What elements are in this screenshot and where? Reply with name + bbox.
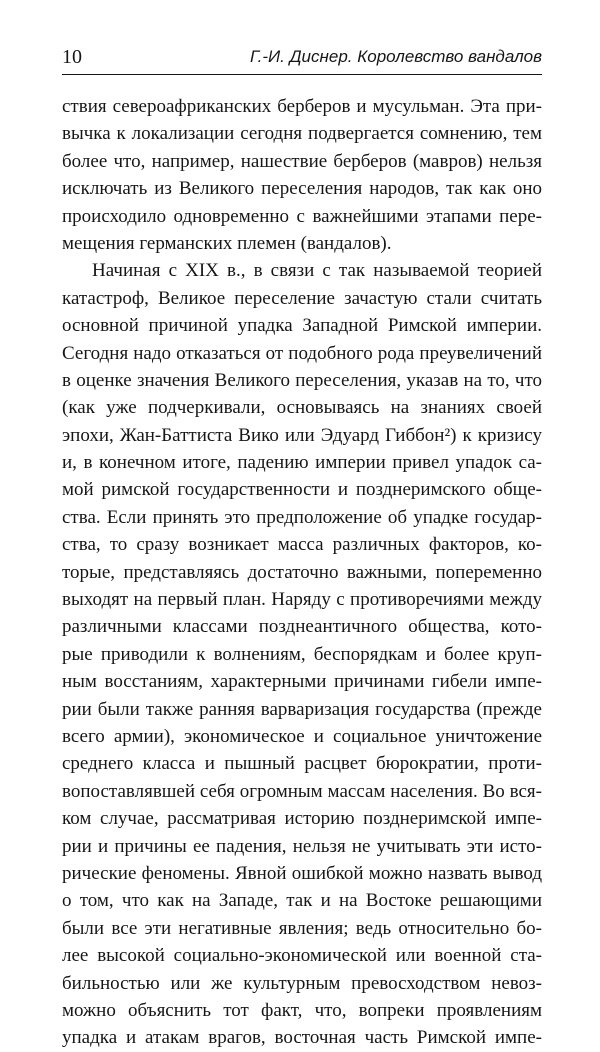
page-number: 10 — [62, 46, 82, 68]
text-line: эпохи, Жан-Баттиста Вико или Эдуард Гиббон²) к кризису — [62, 424, 542, 446]
text-line: рии были также ранняя варваризация государства (прежде — [62, 698, 542, 720]
text-line: ства, то сразу возникает масса различных факторов, ко- — [62, 534, 542, 556]
body-text — [62, 93, 542, 1052]
text-line: Начиная с XIX в., в связи с так называемой теорией — [92, 260, 542, 282]
text-line: в оценке значения Великого переселения, указав на то, что — [62, 369, 542, 391]
text-line: ства. Если принять это предположение об упадке государ- — [62, 506, 542, 528]
paragraph-1 — [62, 93, 542, 257]
running-head: Г.-И. Диснер. Королевство вандалов — [250, 47, 542, 66]
text-line: упадка и атакам врагов, восточная часть Римской импе- — [62, 1027, 542, 1049]
text-line: основной причиной упадка Западной Римской империи. — [62, 315, 542, 337]
text-line: ствия североафриканских берберов и мусульман. Эта при- — [62, 96, 542, 117]
text-line: и, в конечном итоге, падению империи привел упадок са- — [62, 452, 542, 474]
text-line: Сегодня надо отказаться от подобного рода преувеличений — [62, 342, 542, 364]
text-line: бильностью или же культурным превосходством невоз- — [62, 972, 542, 994]
text-line: выходят на первый план. Наряду с противоречиями между — [62, 589, 542, 611]
text-line: различными классами позднеантичного общества, кото- — [62, 616, 542, 638]
text-line: вопоставлявшей себя огромным массам населения. Во вся- — [62, 780, 542, 802]
text-line: торые, представляясь достаточно важными, попеременно — [62, 561, 542, 583]
paragraph-2 — [62, 257, 542, 1051]
text-line: среднего класса и пышный расцвет бюрократии, проти- — [62, 753, 542, 775]
page-header — [62, 44, 542, 72]
text-line: лее высокой социально-экономической или военной ста- — [62, 945, 542, 967]
text-line: были все эти негативные явления; ведь относительно бо- — [62, 917, 542, 939]
text-line: вычка к локализации сегодня подвергается сомнению, тем — [62, 123, 542, 145]
text-line: рические феномены. Явной ошибкой можно назвать вывод — [62, 862, 542, 884]
text-line: рые приводили к волнениям, беспорядкам и более круп- — [62, 643, 542, 665]
text-line: катастроф, Великое переселение зачастую стали считать — [62, 287, 542, 309]
text-line: ным восстаниям, характерными причинами гибели импе- — [62, 671, 542, 693]
text-line: исключать из Великого переселения народов, так как оно — [62, 178, 542, 200]
header-rule — [62, 74, 542, 75]
text-line: мещения германских племен (вандалов). — [62, 232, 392, 254]
text-line: (как уже подчеркивали, основываясь на знаниях своей — [62, 397, 542, 419]
text-line: всего армии), экономическое и социальное уничтожение — [62, 725, 542, 747]
text-line: о том, что как на Западе, так и на Востоке решающими — [62, 890, 542, 912]
text-line: происходило одновременно с важнейшими этапами пере- — [62, 205, 542, 227]
text-line: более что, например, нашествие берберов (мавров) нельзя — [62, 150, 542, 172]
text-line: рии и причины ее падения, нельзя не учитывать эти исто- — [62, 835, 542, 857]
text-line: мой римской государственности и позднеримского обще- — [62, 479, 542, 501]
text-line: можно объяснить тот факт, что, вопреки проявлениям — [62, 999, 542, 1021]
text-line: ком случае, рассматривая историю позднеримской импе- — [62, 808, 542, 830]
